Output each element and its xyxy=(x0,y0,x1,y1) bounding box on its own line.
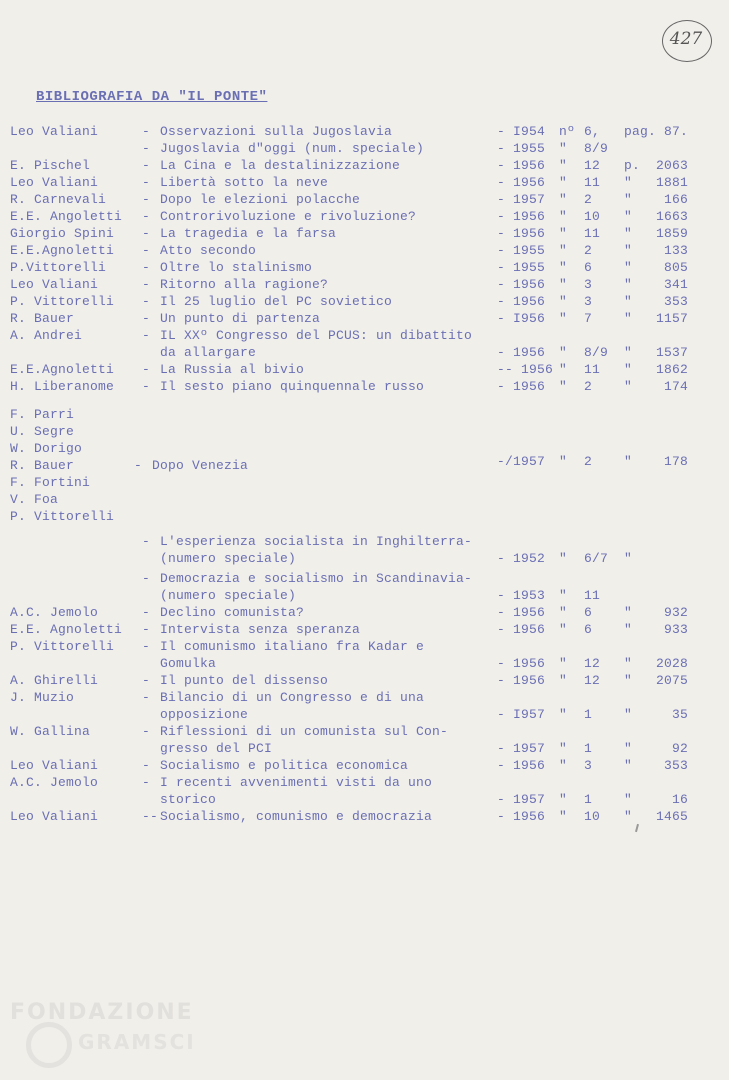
entry-title: L'esperienza socialista in Inghilterra- xyxy=(160,534,473,549)
entry-title: Jugoslavia d"oggi (num. speciale) xyxy=(160,141,425,156)
page-title: BIBLIOGRAFIA DA "IL PONTE" xyxy=(36,89,268,105)
entry-author: P. Vittorelli xyxy=(10,639,115,654)
entry-dash: - xyxy=(142,260,151,275)
entry-author: A.C. Jemolo xyxy=(10,775,99,790)
entry-issue-number: 3 xyxy=(584,758,593,773)
entry-page: 1157 xyxy=(655,311,688,326)
entry-ditto: " xyxy=(559,454,568,469)
entry-year: - 1957 xyxy=(497,792,546,807)
entry-title: opposizione xyxy=(160,707,249,722)
entry-dash: - xyxy=(142,124,151,139)
entry-year: - 1957 xyxy=(497,741,546,756)
entry-dash: - xyxy=(142,328,151,343)
entry-year: - 1956 xyxy=(497,175,546,190)
entry-page: 174 xyxy=(663,379,688,394)
entry-ditto: " xyxy=(559,758,568,773)
entry-dash: - xyxy=(142,362,151,377)
entry-page: 1663 xyxy=(655,209,688,224)
entry-year: - 1956 xyxy=(497,345,546,360)
entry-title: Declino comunista? xyxy=(160,605,305,620)
entry-page: 87. xyxy=(663,124,688,139)
entry-dash: - xyxy=(142,622,151,637)
entry-title: Il comunismo italiano fra Kadar e xyxy=(160,639,425,654)
entry-issue-number: 12 xyxy=(584,673,601,688)
entry-ditto: " xyxy=(624,605,633,620)
entry-dash: - xyxy=(142,175,151,190)
entry-title: Libertà sotto la neve xyxy=(160,175,329,190)
entry-ditto: " xyxy=(624,311,633,326)
entry-title: Il punto del dissenso xyxy=(160,673,329,688)
entry-dash: - xyxy=(142,690,151,705)
entry-year: - 1952 xyxy=(497,551,546,566)
entry-ditto: " xyxy=(559,792,568,807)
entry-author: P. Vittorelli xyxy=(10,294,115,309)
watermark-logo-icon xyxy=(26,1022,72,1068)
entry-ditto: " xyxy=(624,454,633,469)
entry-issue-number: 1 xyxy=(584,707,593,722)
entry-issue-number: 6 xyxy=(584,260,593,275)
entry-author: Leo Valiani xyxy=(10,758,99,773)
entry-title: Osservazioni sulla Jugoslavia xyxy=(160,124,393,139)
entry-year: - 1956 xyxy=(497,605,546,620)
entry-title: Socialismo e politica economica xyxy=(160,758,409,773)
entry-ditto: " xyxy=(624,673,633,688)
entry-year: - 1955 xyxy=(497,243,546,258)
entry-title: Il sesto piano quinquennale russo xyxy=(160,379,425,394)
group-author: F. Parri xyxy=(10,407,75,422)
entry-page: 178 xyxy=(663,454,688,469)
entry-dash: - xyxy=(134,458,143,473)
group-author: U. Segre xyxy=(10,424,75,439)
entry-issue-number: 10 xyxy=(584,809,601,824)
entry-page: 933 xyxy=(663,622,688,637)
entry-dash: - xyxy=(142,311,151,326)
entry-ditto: " xyxy=(559,379,568,394)
entry-page: 1537 xyxy=(655,345,688,360)
entry-ditto: " xyxy=(559,656,568,671)
entry-author: P.Vittorelli xyxy=(10,260,107,275)
entry-issue-number: 12 xyxy=(584,656,601,671)
entry-year: - 1955 xyxy=(497,260,546,275)
entry-issue-number: 11 xyxy=(584,175,601,190)
entry-issue-number: 6 xyxy=(584,605,593,620)
entry-ditto: " xyxy=(559,809,568,824)
entry-author: Leo Valiani xyxy=(10,124,99,139)
entry-ditto: " xyxy=(624,551,633,566)
entry-issue-number: 6 xyxy=(584,622,593,637)
entry-issue-number: 8/9 xyxy=(584,141,609,156)
entry-ditto: " xyxy=(559,175,568,190)
entry-author: E.E. Angoletti xyxy=(10,209,123,224)
entry-ditto: " xyxy=(559,277,568,292)
entry-issue-number: 11 xyxy=(584,588,601,603)
entry-ditto: " xyxy=(624,345,633,360)
entry-ditto: " xyxy=(559,622,568,637)
entry-year: - 1956 xyxy=(497,277,546,292)
entry-dash: - xyxy=(142,571,151,586)
entry-page: 1465 xyxy=(655,809,688,824)
entry-author: E.E.Agnoletti xyxy=(10,243,115,258)
entry-year: - 1956 xyxy=(497,379,546,394)
entry-year: - I957 xyxy=(497,707,546,722)
entry-year: - 1957 xyxy=(497,192,546,207)
entry-dash: - xyxy=(142,639,151,654)
entry-dash: - xyxy=(142,379,151,394)
entry-page: 353 xyxy=(663,758,688,773)
entry-author: E.E. Agnoletti xyxy=(10,622,123,637)
entry-title: Il 25 luglio del PC sovietico xyxy=(160,294,393,309)
entry-ditto: " xyxy=(624,656,633,671)
entry-ditto: " xyxy=(624,209,633,224)
entry-title: (numero speciale) xyxy=(160,588,297,603)
entry-ditto: " xyxy=(559,605,568,620)
entry-year: - 1956 xyxy=(497,209,546,224)
entry-author: A. Andrei xyxy=(10,328,83,343)
watermark-line1: FONDAZIONE xyxy=(10,1000,194,1025)
entry-author: E. Pischel xyxy=(10,158,91,173)
entry-ditto: " xyxy=(559,673,568,688)
entry-issue-number: 6, xyxy=(584,124,601,139)
entry-page: 2028 xyxy=(655,656,688,671)
entry-ditto: " xyxy=(624,622,633,637)
entry-ditto: " xyxy=(559,707,568,722)
entry-issue-number: 1 xyxy=(584,792,593,807)
entry-ditto: " xyxy=(559,741,568,756)
entry-title: Un punto di partenza xyxy=(160,311,321,326)
entry-ditto: " xyxy=(624,741,633,756)
entry-ditto: " xyxy=(624,362,633,377)
entry-ditto: " xyxy=(559,260,568,275)
entry-ditto: " xyxy=(624,379,633,394)
entry-ditto: " xyxy=(559,294,568,309)
entry-title: (numero speciale) xyxy=(160,551,297,566)
entry-title: Dopo Venezia xyxy=(152,458,249,473)
entry-title: da allargare xyxy=(160,345,257,360)
entry-author: A.C. Jemolo xyxy=(10,605,99,620)
entry-title: Democrazia e socialismo in Scandinavia- xyxy=(160,571,473,586)
entry-ditto: " xyxy=(559,209,568,224)
entry-page: 133 xyxy=(663,243,688,258)
entry-author: A. Ghirelli xyxy=(10,673,99,688)
entry-ditto: " xyxy=(559,158,568,173)
entry-ditto: " xyxy=(624,175,633,190)
entry-issue-number: 11 xyxy=(584,362,601,377)
entry-dash: - xyxy=(142,226,151,241)
entry-dash: -- xyxy=(142,809,159,824)
entry-ditto: " xyxy=(559,311,568,326)
entry-ditto: " xyxy=(624,260,633,275)
entry-issue-number: 3 xyxy=(584,294,593,309)
entry-dash: - xyxy=(142,294,151,309)
entry-ditto: " xyxy=(559,141,568,156)
entry-title: Atto secondo xyxy=(160,243,257,258)
entry-ditto: " xyxy=(559,362,568,377)
entry-ditto: " xyxy=(624,758,633,773)
entry-dash: - xyxy=(142,605,151,620)
entry-year: - 1956 xyxy=(497,158,546,173)
entry-page: 35 xyxy=(671,707,688,722)
entry-title: gresso del PCI xyxy=(160,741,273,756)
entry-author: Leo Valiani xyxy=(10,277,99,292)
group-author: W. Dorigo xyxy=(10,441,83,456)
entry-ditto: " xyxy=(624,294,633,309)
entry-dash: - xyxy=(142,277,151,292)
entry-title: Oltre lo stalinismo xyxy=(160,260,313,275)
entry-year: - 1953 xyxy=(497,588,546,603)
entry-dash: - xyxy=(142,758,151,773)
entry-title: Socialismo, comunismo e democrazia xyxy=(160,809,433,824)
entry-issue-number: 6/7 xyxy=(584,551,609,566)
entry-ditto: " xyxy=(624,277,633,292)
entry-year: - 1955 xyxy=(497,141,546,156)
entry-author: H. Liberanome xyxy=(10,379,115,394)
entry-page: 932 xyxy=(663,605,688,620)
entry-title: Bilancio di un Congresso e di una xyxy=(160,690,425,705)
entry-author: W. Gallina xyxy=(10,724,91,739)
entry-ditto: p. xyxy=(624,158,641,173)
entry-ditto: " xyxy=(559,243,568,258)
entry-title: storico xyxy=(160,792,217,807)
entry-title: La tragedia e la farsa xyxy=(160,226,337,241)
entry-title: Intervista senza speranza xyxy=(160,622,361,637)
entry-issue-number: 2 xyxy=(584,192,593,207)
group-author: V. Foa xyxy=(10,492,59,507)
entry-year: - 1956 xyxy=(497,656,546,671)
entry-ditto: " xyxy=(624,243,633,258)
entry-dash: - xyxy=(142,534,151,549)
entry-issue-number: 2 xyxy=(584,454,593,469)
entry-page: 1862 xyxy=(655,362,688,377)
entry-issue-number: 2 xyxy=(584,379,593,394)
entry-issue-number: 10 xyxy=(584,209,601,224)
entry-dash: - xyxy=(142,192,151,207)
entry-page: 353 xyxy=(663,294,688,309)
entry-ditto: " xyxy=(559,551,568,566)
entry-page: 92 xyxy=(671,741,688,756)
entry-title: Controrivoluzione e rivoluzione? xyxy=(160,209,417,224)
entry-issue-number: 2 xyxy=(584,243,593,258)
entry-page: 16 xyxy=(671,792,688,807)
entry-page: 2075 xyxy=(655,673,688,688)
entry-year: -/1957 xyxy=(497,454,546,469)
entry-dash: - xyxy=(142,673,151,688)
entry-page: 805 xyxy=(663,260,688,275)
entry-issue-number: 11 xyxy=(584,226,601,241)
entry-dash: - xyxy=(142,775,151,790)
entry-year: - 1956 xyxy=(497,294,546,309)
entry-author: Leo Valiani xyxy=(10,809,99,824)
entry-title: La Cina e la destalinizzazione xyxy=(160,158,401,173)
entry-author: Leo Valiani xyxy=(10,175,99,190)
entry-page: 166 xyxy=(663,192,688,207)
entry-issue-number: 3 xyxy=(584,277,593,292)
entry-page: 341 xyxy=(663,277,688,292)
entry-ditto: " xyxy=(624,809,633,824)
entry-ditto: nº xyxy=(559,124,576,139)
entry-title: Dopo le elezioni polacche xyxy=(160,192,361,207)
entry-title: I recenti avvenimenti visti da uno xyxy=(160,775,433,790)
pencil-tick-mark xyxy=(635,824,639,832)
entry-title: IL XXº Congresso del PCUS: un dibattito xyxy=(160,328,473,343)
entry-issue-number: 1 xyxy=(584,741,593,756)
entry-issue-number: 12 xyxy=(584,158,601,173)
entry-page: 1859 xyxy=(655,226,688,241)
entry-ditto: pag. xyxy=(624,124,657,139)
entry-issue-number: 7 xyxy=(584,311,593,326)
entry-ditto: " xyxy=(559,588,568,603)
group-author: P. Vittorelli xyxy=(10,509,115,524)
entry-author: J. Muzio xyxy=(10,690,75,705)
entry-ditto: " xyxy=(624,192,633,207)
entry-year: - 1956 xyxy=(497,809,546,824)
watermark-line2: GRAMSCI xyxy=(78,1030,196,1054)
entry-dash: - xyxy=(142,158,151,173)
entry-title: Gomulka xyxy=(160,656,217,671)
entry-ditto: " xyxy=(559,192,568,207)
group-author: F. Fortini xyxy=(10,475,91,490)
entry-author: Giorgio Spini xyxy=(10,226,115,241)
entry-dash: - xyxy=(142,209,151,224)
entry-year: - 1956 xyxy=(497,758,546,773)
entry-dash: - xyxy=(142,141,151,156)
entry-ditto: " xyxy=(559,226,568,241)
entry-year: - 1956 xyxy=(497,673,546,688)
entry-author: E.E.Agnoletti xyxy=(10,362,115,377)
entry-title: La Russia al bivio xyxy=(160,362,305,377)
entry-ditto: " xyxy=(624,707,633,722)
entry-page: 2063 xyxy=(655,158,688,173)
entry-author: R. Bauer xyxy=(10,311,75,326)
entry-issue-number: 8/9 xyxy=(584,345,609,360)
entry-ditto: " xyxy=(559,345,568,360)
entry-author: R. Carnevali xyxy=(10,192,107,207)
entry-page: 1881 xyxy=(655,175,688,190)
entry-year: - I954 xyxy=(497,124,546,139)
entry-dash: - xyxy=(142,724,151,739)
entry-title: Ritorno alla ragione? xyxy=(160,277,329,292)
entry-ditto: " xyxy=(624,792,633,807)
entry-title: Riflessioni di un comunista sul Con- xyxy=(160,724,449,739)
group-author: R. Bauer xyxy=(10,458,75,473)
page-number: 427 xyxy=(669,29,703,49)
entry-year: - 1956 xyxy=(497,622,546,637)
entry-year: - 1956 xyxy=(497,226,546,241)
entry-year: -- 1956 xyxy=(497,362,554,377)
entry-dash: - xyxy=(142,243,151,258)
entry-ditto: " xyxy=(624,226,633,241)
entry-year: - I956 xyxy=(497,311,546,326)
